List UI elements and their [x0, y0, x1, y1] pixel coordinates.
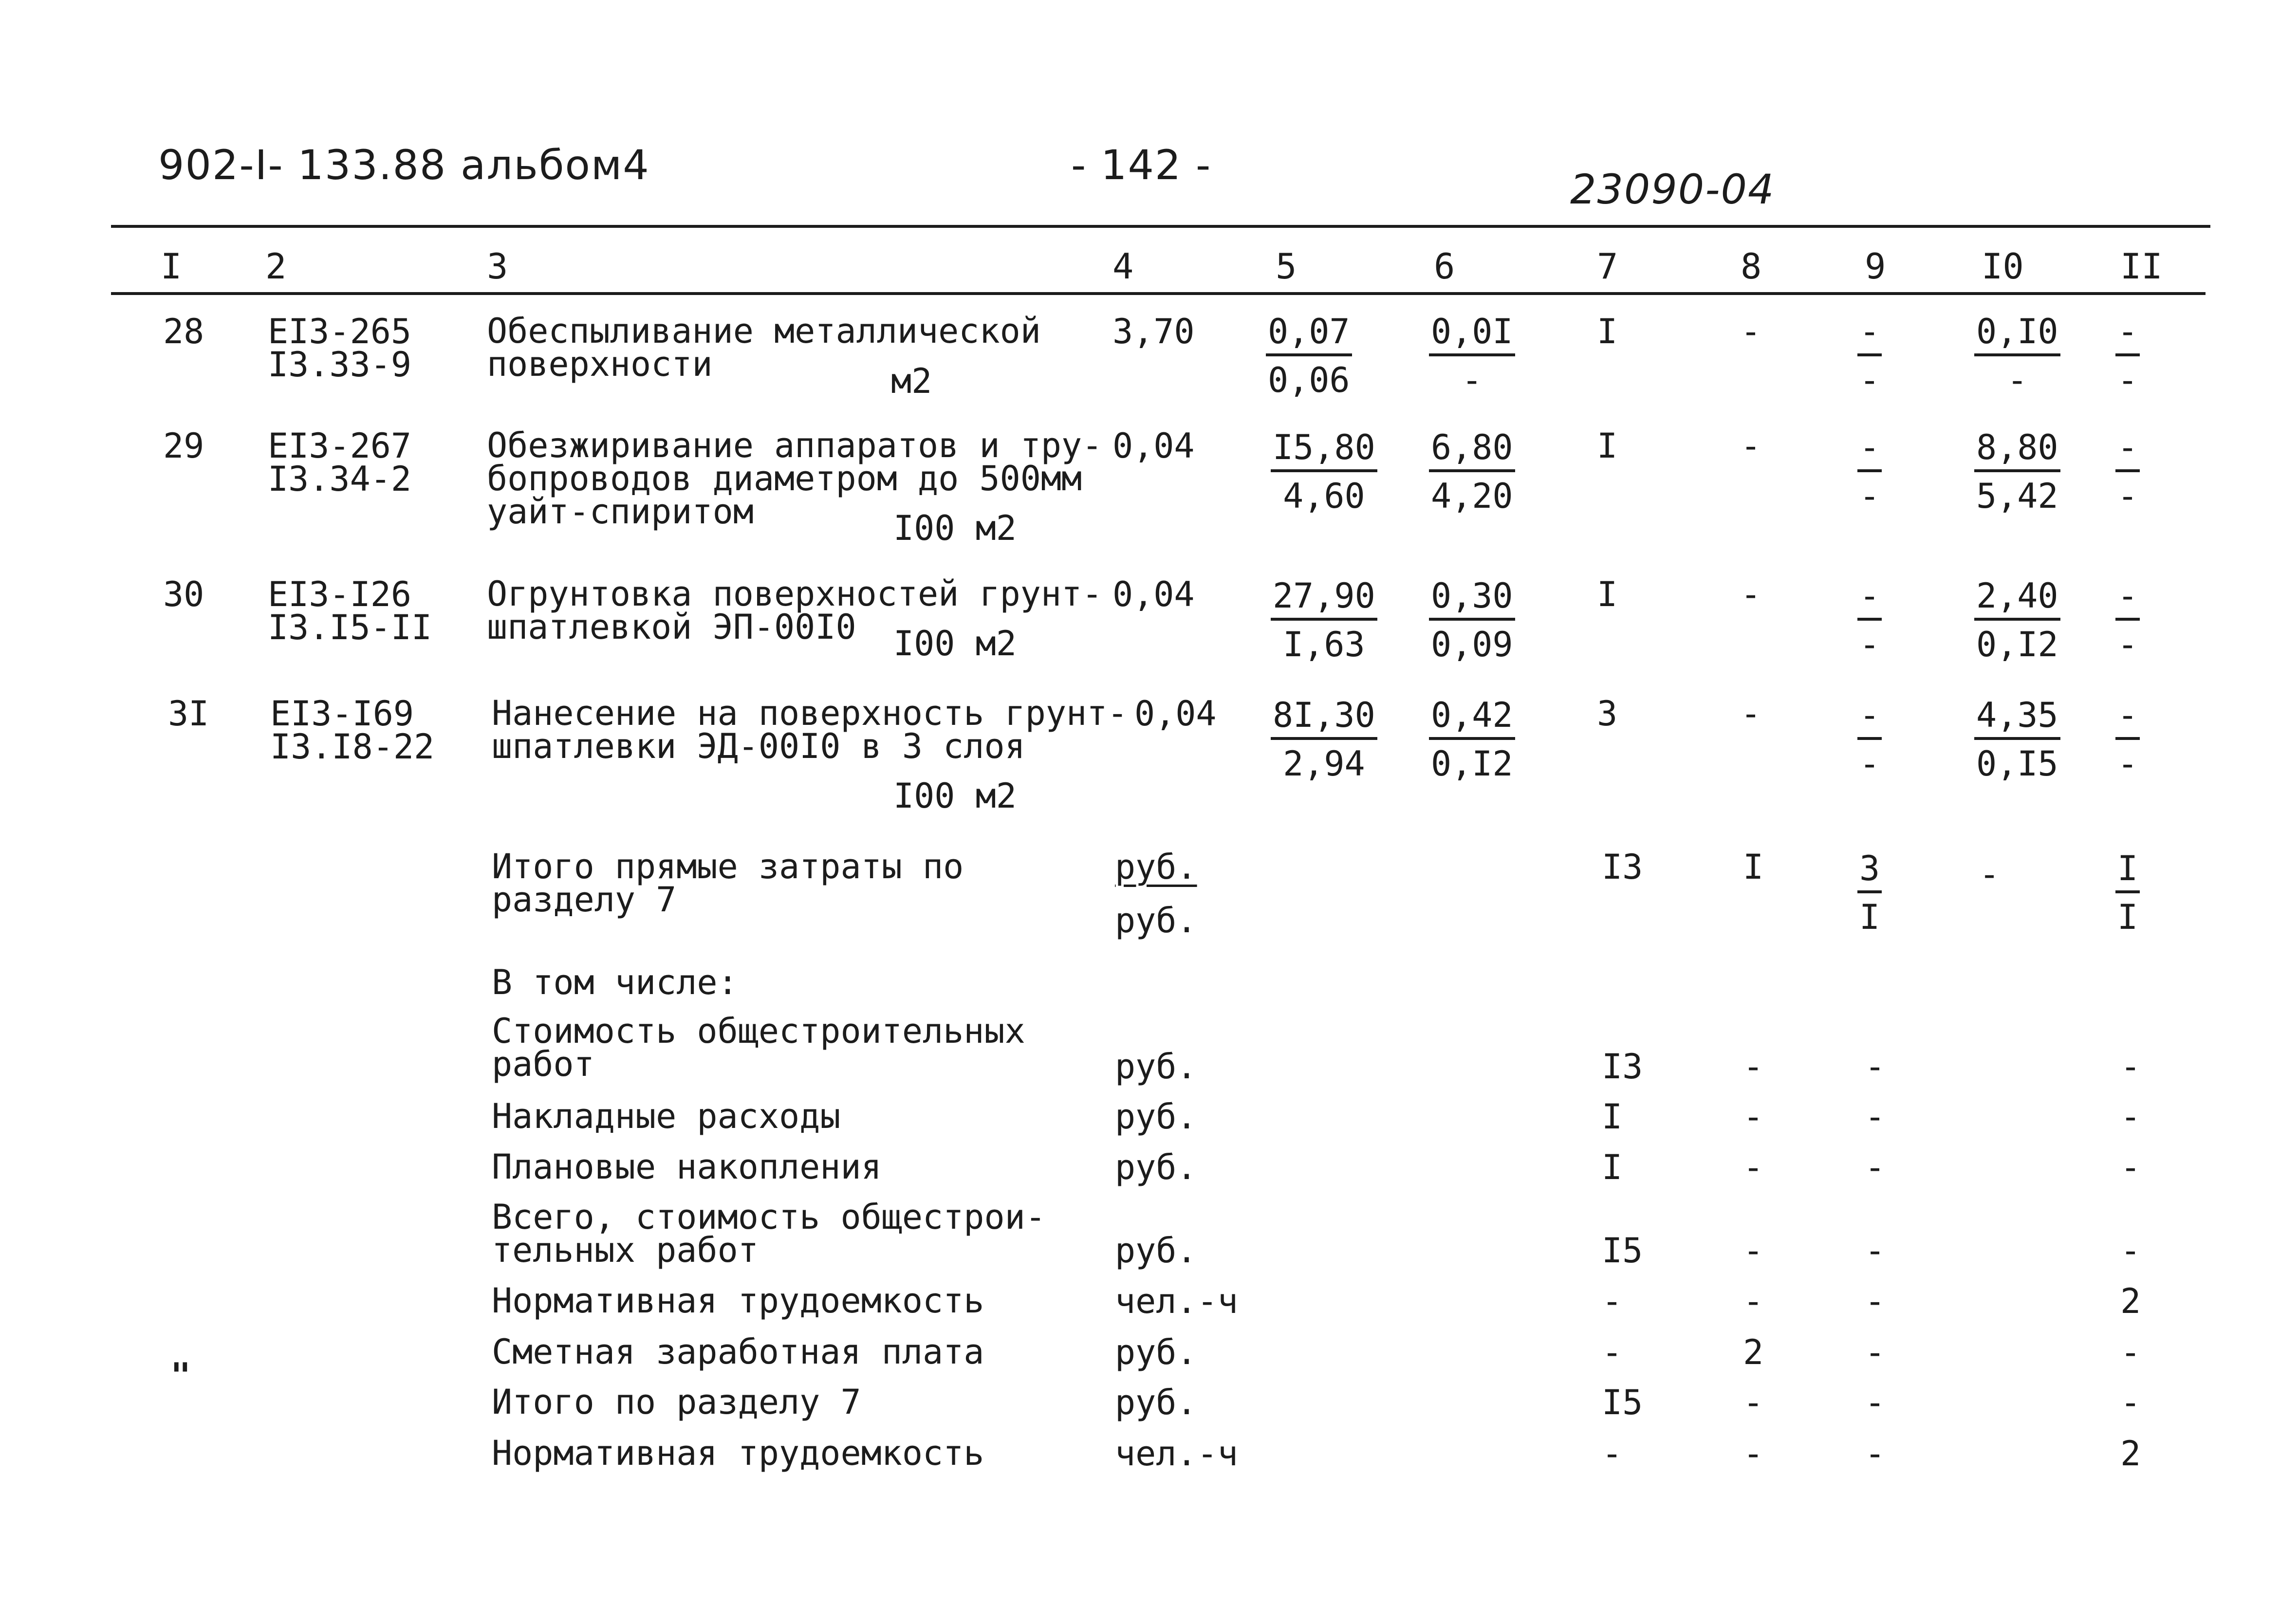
- including-label: В том числе:: [492, 962, 738, 1002]
- col9-fraction: [1857, 576, 1882, 662]
- norm-code: EI3-267: [268, 426, 412, 466]
- col5-fraction: [1271, 427, 1377, 516]
- col11-top: -: [2115, 698, 2140, 740]
- col-header-11: II: [2120, 246, 2163, 287]
- col7-value: I: [1597, 426, 1618, 466]
- col6-fraction: [1429, 312, 1515, 400]
- col11-bottom: -: [2117, 476, 2138, 516]
- col5-top: 0,07: [1266, 314, 1352, 356]
- summary-col8: 2: [1743, 1332, 1764, 1372]
- total-col11-fraction: [2115, 849, 2140, 937]
- summary-col11: -: [2120, 1047, 2141, 1087]
- summary-label-line: Стоимость общестроительных: [492, 1011, 1025, 1051]
- col9-bottom: -: [1859, 360, 1880, 400]
- summary-label-line: Накладные расходы: [492, 1096, 841, 1136]
- total-col7: I3: [1602, 847, 1643, 887]
- col10-top: 2,40: [1974, 579, 2060, 621]
- summary-col7: -: [1602, 1332, 1623, 1372]
- col9-fraction: [1857, 695, 1882, 784]
- summary-label-line: Итого по разделу 7: [492, 1382, 861, 1422]
- col9-fraction: [1857, 312, 1882, 400]
- summary-col11: 2: [2120, 1434, 2141, 1474]
- measure-unit: I00 м2: [893, 624, 1017, 664]
- table-top-rule: [111, 225, 2210, 228]
- summary-unit: чел.-ч: [1115, 1434, 1238, 1474]
- summary-unit: руб.: [1115, 1332, 1197, 1372]
- col-header-1: I: [161, 246, 182, 287]
- col11-fraction: [2115, 695, 2140, 784]
- summary-unit: руб.: [1115, 1047, 1197, 1087]
- col6-bottom: -: [1462, 360, 1483, 400]
- measure-unit: I00 м2: [893, 508, 1017, 548]
- summary-label-line: Сметная заработная плата: [492, 1332, 984, 1372]
- col-header-3: 3: [487, 246, 508, 287]
- work-description-line: шпатлевкой ЭП-00I0: [487, 607, 856, 647]
- col6-fraction: [1429, 695, 1515, 784]
- col9-bottom: -: [1859, 625, 1880, 664]
- row-number: 3I: [168, 694, 209, 734]
- col9-bottom: -: [1859, 744, 1880, 784]
- summary-unit: руб.: [1115, 1147, 1197, 1187]
- summary-unit: руб.: [1115, 1383, 1197, 1422]
- col-header-2: 2: [265, 246, 287, 287]
- total-col11-top: I: [2115, 851, 2140, 893]
- quantity: 0,04: [1112, 574, 1195, 614]
- col11-fraction: [2115, 427, 2140, 516]
- col9-top: -: [1857, 430, 1882, 472]
- total-col9-fraction: [1857, 849, 1882, 937]
- total-col9-top: 3: [1857, 851, 1882, 893]
- col8-value: -: [1741, 694, 1761, 734]
- summary-col8: -: [1743, 1231, 1764, 1271]
- header-bottom-rule-right: [1591, 292, 2206, 295]
- col11-bottom: -: [2117, 744, 2138, 784]
- price-code: I3.I5-II: [268, 608, 432, 647]
- col-header-9: 9: [1865, 246, 1886, 287]
- col10-top: 0,I0: [1974, 314, 2060, 356]
- col7-value: I: [1597, 574, 1618, 614]
- summary-unit: руб.: [1115, 1231, 1197, 1271]
- col11-top: -: [2115, 430, 2140, 472]
- work-description-line: бопроводов диаметром до 500мм: [487, 459, 1082, 498]
- summary-unit: руб.: [1115, 1097, 1197, 1137]
- col-header-6: 6: [1434, 246, 1455, 287]
- col6-top: 0,0I: [1429, 314, 1515, 356]
- col11-bottom: -: [2117, 625, 2138, 664]
- col10-bottom: 0,I5: [1976, 744, 2058, 784]
- norm-code: EI3-I26: [268, 574, 412, 614]
- quantity: 0,04: [1134, 694, 1217, 734]
- col-header-5: 5: [1276, 246, 1297, 287]
- col6-bottom: 4,20: [1431, 476, 1513, 516]
- col8-value: -: [1741, 312, 1761, 351]
- margin-mark: ": [170, 1356, 191, 1396]
- work-description-line: уайт-спиритом: [487, 492, 754, 532]
- summary-col9: -: [1865, 1383, 1886, 1422]
- summary-label-line: Всего, стоимость общестрои-: [492, 1197, 1046, 1237]
- work-description-line: Огрунтовка поверхностей грунт-: [487, 574, 1103, 614]
- col9-fraction: [1857, 427, 1882, 516]
- col6-top: 0,30: [1429, 579, 1515, 621]
- col10-bottom: 0,I2: [1976, 625, 2058, 664]
- summary-col8: -: [1743, 1434, 1764, 1474]
- col5-fraction: [1271, 695, 1377, 784]
- col-header-8: 8: [1741, 246, 1762, 287]
- work-description-line: Обезжиривание аппаратов и тру-: [487, 425, 1103, 465]
- summary-col8: -: [1743, 1097, 1764, 1137]
- col10-fraction: [1974, 576, 2060, 662]
- col6-fraction: [1429, 427, 1515, 516]
- page-number: - 142 -: [1071, 141, 1212, 189]
- summary-col7: I5: [1602, 1383, 1643, 1422]
- price-code: I3.34-2: [268, 459, 412, 499]
- col11-fraction: [2115, 312, 2140, 400]
- col10-fraction: [1974, 427, 2060, 516]
- norm-code: EI3-I69: [270, 694, 414, 734]
- col5-top: 27,90: [1271, 579, 1377, 621]
- col8-value: -: [1741, 426, 1761, 466]
- col5-bottom: I,63: [1283, 625, 1365, 664]
- price-code: I3.I8-22: [270, 727, 435, 767]
- col5-top: I5,80: [1271, 430, 1377, 472]
- quantity: 3,70: [1112, 312, 1195, 351]
- work-description-line: поверхности: [487, 344, 713, 384]
- summary-label-line: работ: [492, 1044, 594, 1084]
- col8-value: -: [1741, 574, 1761, 614]
- summary-col7: I: [1602, 1147, 1623, 1187]
- summary-label-line: Плановые накопления: [492, 1147, 882, 1187]
- col6-bottom: 0,I2: [1431, 744, 1513, 784]
- summary-col8: -: [1743, 1383, 1764, 1422]
- row-number: 29: [163, 426, 204, 466]
- col10-bottom: 5,42: [1976, 476, 2058, 516]
- col5-top: 8I,30: [1271, 698, 1377, 740]
- summary-label-line: Нормативная трудоемкость: [492, 1281, 984, 1321]
- summary-col9: -: [1865, 1147, 1886, 1187]
- col6-bottom: 0,09: [1431, 625, 1513, 664]
- col-header-7: 7: [1597, 246, 1618, 287]
- summary-col11: -: [2120, 1147, 2141, 1187]
- summary-col7: I5: [1602, 1231, 1643, 1271]
- summary-unit: чел.-ч: [1115, 1281, 1238, 1321]
- archive-stamp-number: 23090-04: [1570, 166, 1775, 213]
- total-label-line: разделу 7: [492, 880, 677, 920]
- summary-label-line: Нормативная трудоемкость: [492, 1433, 984, 1473]
- total-col11-bottom: I: [2117, 897, 2138, 937]
- summary-col9: -: [1865, 1231, 1886, 1271]
- quantity: 0,04: [1112, 426, 1195, 466]
- col6-top: 0,42: [1429, 698, 1515, 740]
- summary-col9: -: [1865, 1097, 1886, 1137]
- summary-col11: -: [2120, 1097, 2141, 1137]
- document-code: 902-I- 133.88 альбом4: [158, 141, 650, 189]
- col10-fraction: [1974, 695, 2060, 784]
- price-code: I3.33-9: [268, 345, 412, 385]
- summary-col7: -: [1602, 1281, 1623, 1321]
- row-number: 28: [163, 312, 204, 351]
- col5-bottom: 2,94: [1283, 744, 1365, 784]
- summary-col8: -: [1743, 1047, 1764, 1087]
- summary-label-line: тельных работ: [492, 1230, 759, 1270]
- total-unit-bottom: руб.: [1115, 901, 1197, 941]
- col7-value: 3: [1597, 694, 1618, 734]
- summary-col9: -: [1865, 1047, 1886, 1087]
- col5-bottom: 0,06: [1268, 360, 1350, 400]
- col9-bottom: -: [1859, 476, 1880, 516]
- col-header-10: I0: [1982, 246, 2024, 287]
- col7-value: I: [1597, 312, 1618, 351]
- col10-top: 8,80: [1974, 430, 2060, 472]
- norm-code: EI3-265: [268, 312, 412, 351]
- col6-top: 6,80: [1429, 430, 1515, 472]
- col5-fraction: [1271, 576, 1377, 662]
- col9-top: -: [1857, 314, 1882, 356]
- summary-col11: 2: [2120, 1281, 2141, 1321]
- col11-top: -: [2115, 314, 2140, 356]
- col11-fraction: [2115, 576, 2140, 662]
- col10-fraction: [1974, 312, 2060, 400]
- header-bottom-rule: [111, 292, 1591, 295]
- summary-col7: I: [1602, 1097, 1623, 1137]
- total-col9-bottom: I: [1859, 897, 1880, 937]
- summary-col11: -: [2120, 1231, 2141, 1271]
- col11-top: -: [2115, 579, 2140, 621]
- row-number: 30: [163, 574, 204, 614]
- measure-unit: м2: [891, 361, 932, 401]
- col9-top: -: [1857, 579, 1882, 621]
- summary-col7: -: [1602, 1434, 1623, 1474]
- col-header-4: 4: [1112, 246, 1134, 287]
- total-col8: I: [1743, 847, 1764, 887]
- summary-col11: -: [2120, 1332, 2141, 1372]
- col5-fraction: [1266, 312, 1352, 400]
- col10-top: 4,35: [1974, 698, 2060, 740]
- work-description-line: шпатлевки ЭД-00I0 в 3 слоя: [492, 726, 1025, 766]
- summary-col8: -: [1743, 1147, 1764, 1187]
- summary-col9: -: [1865, 1332, 1886, 1372]
- work-description-line: Обеспыливание металлической: [487, 311, 1041, 351]
- summary-col8: -: [1743, 1281, 1764, 1321]
- col9-top: -: [1857, 698, 1882, 740]
- work-description-line: Нанесение на поверхность грунт-: [492, 693, 1128, 733]
- total-unit-top: руб.: [1115, 847, 1197, 887]
- total-col10: -: [1979, 854, 2000, 894]
- total-label-line: Итого прямые затраты по: [492, 847, 964, 886]
- summary-col11: -: [2120, 1383, 2141, 1422]
- col5-bottom: 4,60: [1283, 476, 1365, 516]
- summary-col9: -: [1865, 1434, 1886, 1474]
- summary-col7: I3: [1602, 1047, 1643, 1087]
- col6-fraction: [1429, 576, 1515, 662]
- measure-unit: I00 м2: [893, 776, 1017, 816]
- col11-bottom: -: [2117, 360, 2138, 400]
- col10-bottom: -: [2007, 360, 2028, 400]
- summary-col9: -: [1865, 1281, 1886, 1321]
